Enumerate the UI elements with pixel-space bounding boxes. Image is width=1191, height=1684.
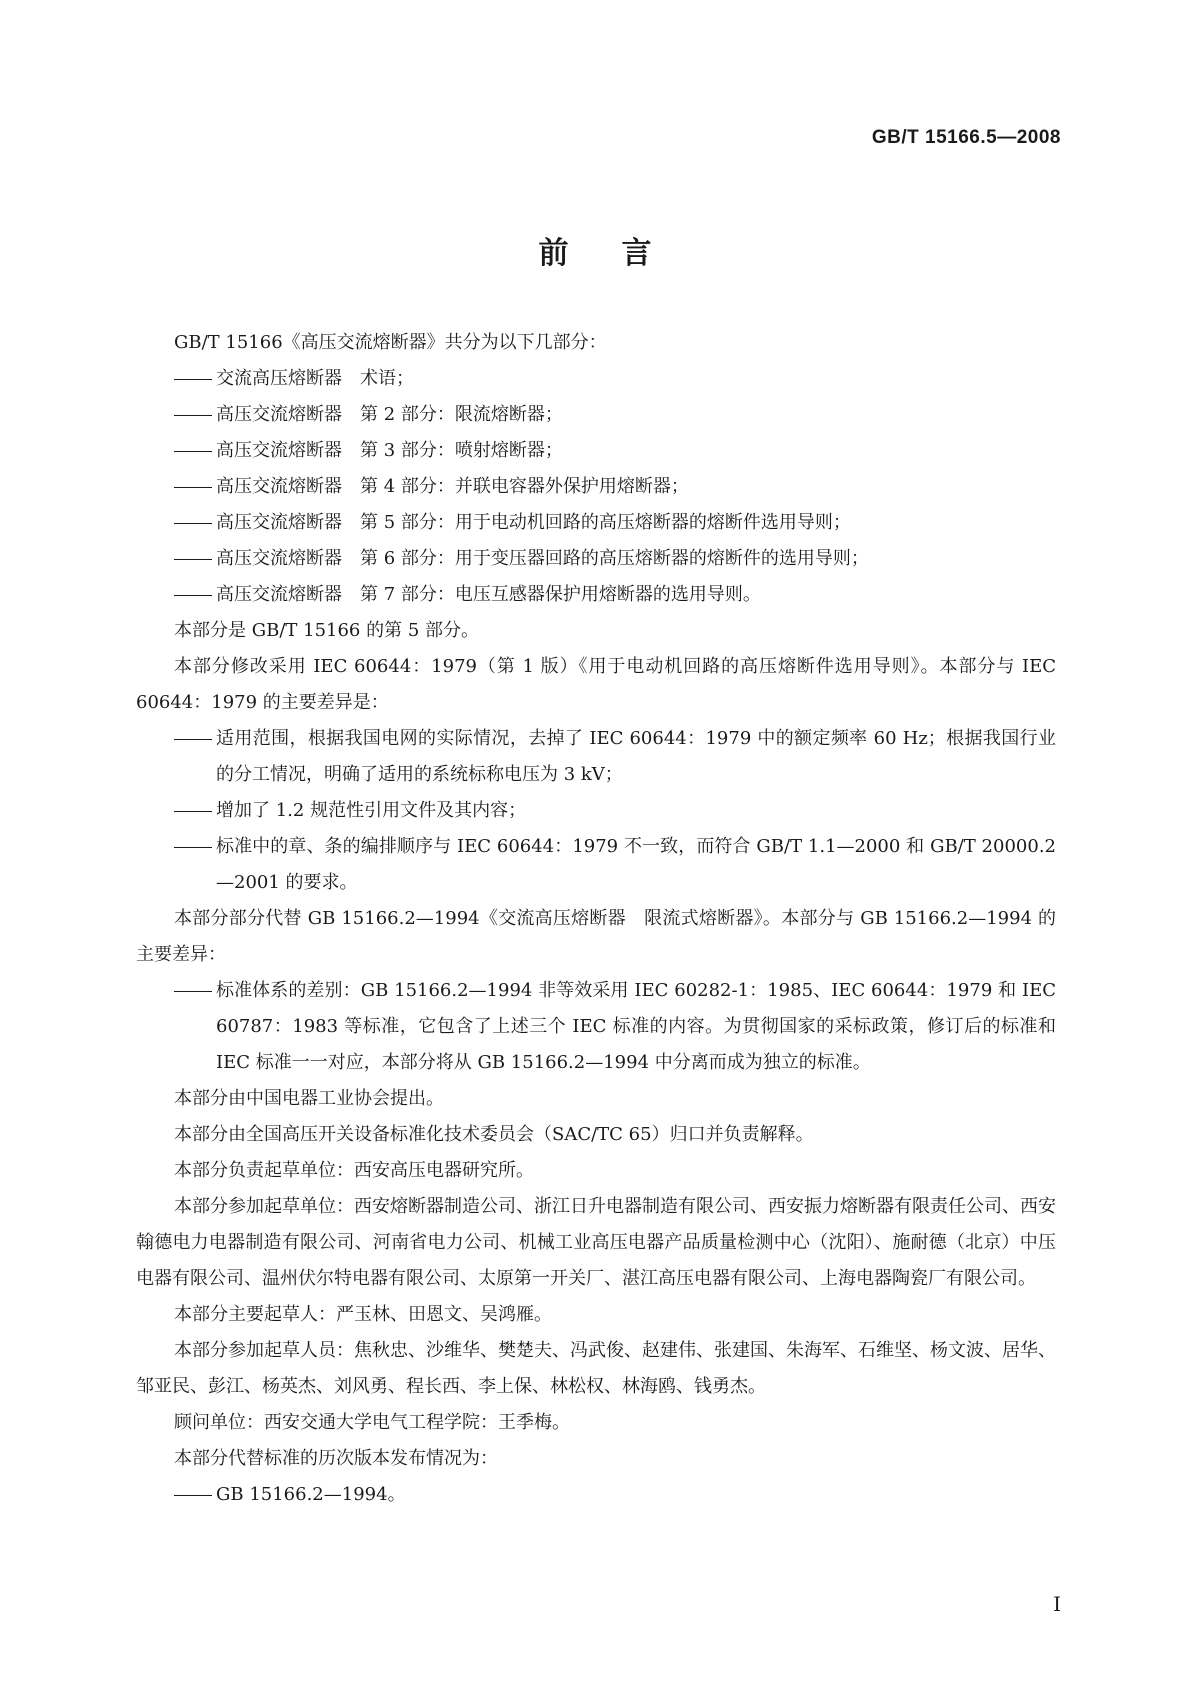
list-item-text: 高压交流熔断器 第 5 部分：用于电动机回路的高压熔断器的熔断件选用导则； <box>216 512 851 533</box>
paragraph: 本部分由全国高压开关设备标准化技术委员会（SAC/TC 65）归口并负责解释。 <box>174 1124 814 1145</box>
list-item-text: GB 15166.2—1994。 <box>216 1484 406 1505</box>
paragraph: 本部分修改采用 IEC 60644：1979（第 1 版）《用于电动机回路的高压熔断件选用导则》。本部分与 IEC 60644：1979 的主要差异是： <box>136 656 1056 713</box>
title-char-1: 前 <box>538 236 570 271</box>
list-item <box>136 541 1056 577</box>
paragraph: 本部分部分代替 GB 15166.2—1994《交流高压熔断器 限流式熔断器》。本部分与 GB 15166.2—1994 的主要差异： <box>136 908 1056 965</box>
list-item-text: 增加了 1.2 规范性引用文件及其内容； <box>216 800 527 821</box>
paragraph: GB/T 15166《高压交流熔断器》共分为以下几部分： <box>174 332 607 353</box>
paragraph: 本部分由中国电器工业协会提出。 <box>174 1088 444 1109</box>
list-item-text: 交流高压熔断器 术语； <box>216 368 414 389</box>
list-item <box>136 361 1056 397</box>
list-item-text: 高压交流熔断器 第 2 部分：限流熔断器； <box>216 404 563 425</box>
title-char-2: 言 <box>621 236 653 271</box>
paragraph: 顾问单位：西安交通大学电气工程学院：王季梅。 <box>174 1412 570 1433</box>
list-item-text: 高压交流熔断器 第 7 部分：电压互感器保护用熔断器的选用导则。 <box>216 584 761 605</box>
paragraph: 本部分参加起草人员：焦秋忠、沙维华、樊楚夫、冯武俊、赵建伟、张建国、朱海军、石维坚、杨文波、居华、邹亚民、彭江、杨英杰、刘风勇、程长西、李上保、林松权、林海鸥、钱勇杰。 <box>136 1340 1056 1397</box>
list-item <box>136 505 1056 541</box>
list-item-text: 高压交流熔断器 第 3 部分：喷射熔断器； <box>216 440 563 461</box>
page-number: I <box>1053 1592 1061 1616</box>
list-item <box>136 1477 1056 1513</box>
list-item-text: 标准体系的差别：GB 15166.2—1994 非等效采用 IEC 60282-1：1985、IEC 60644：1979 和 IEC 60787：1983 等标准，它包含了上述三个 IEC 标准的内容。为贯彻国家的采标政策，修订后的标准和 IEC 标准一一对应，本部分将从 GB 15166.2—1994 中分离而成为独立的标准。 <box>216 980 1056 1073</box>
paragraph: 本部分主要起草人：严玉林、田恩文、吴鸿雁。 <box>174 1304 552 1325</box>
list-item <box>136 433 1056 469</box>
preface-body <box>136 325 1056 1513</box>
page-title <box>0 228 1191 272</box>
standard-number: GB/T 15166.5—2008 <box>871 127 1061 148</box>
list-item <box>136 793 1056 829</box>
list-item <box>136 577 1056 613</box>
list-item-text: 适用范围，根据我国电网的实际情况，去掉了 IEC 60644：1979 中的额定频率 60 Hz；根据我国行业的分工情况，明确了适用的系统标称电压为 3 kV； <box>216 728 1056 785</box>
paragraph: 本部分是 GB/T 15166 的第 5 部分。 <box>174 620 479 641</box>
list-item-text: 高压交流熔断器 第 6 部分：用于变压器回路的高压熔断器的熔断件的选用导则； <box>216 548 869 569</box>
list-item <box>136 829 1056 901</box>
list-item <box>136 973 1056 1081</box>
paragraph: 本部分代替标准的历次版本发布情况为： <box>174 1448 498 1469</box>
paragraph: 本部分参加起草单位：西安熔断器制造公司、浙江日升电器制造有限公司、西安振力熔断器有限责任公司、西安翰德电力电器制造有限公司、河南省电力公司、机械工业高压电器产品质量检测中心（沈阳）、施耐德（北京）中压电器有限公司、温州伏尔特电器有限公司、太原第一开关厂、湛江高压电器有限公司、上海电器陶瓷厂有限公司。 <box>136 1196 1056 1289</box>
paragraph: 本部分负责起草单位：西安高压电器研究所。 <box>174 1160 534 1181</box>
list-item <box>136 721 1056 793</box>
list-item <box>136 469 1056 505</box>
list-item-text: 标准中的章、条的编排顺序与 IEC 60644：1979 不一致，而符合 GB/T 1.1—2000 和 GB/T 20000.2—2001 的要求。 <box>216 836 1056 893</box>
list-item <box>136 397 1056 433</box>
list-item-text: 高压交流熔断器 第 4 部分：并联电容器外保护用熔断器； <box>216 476 689 497</box>
